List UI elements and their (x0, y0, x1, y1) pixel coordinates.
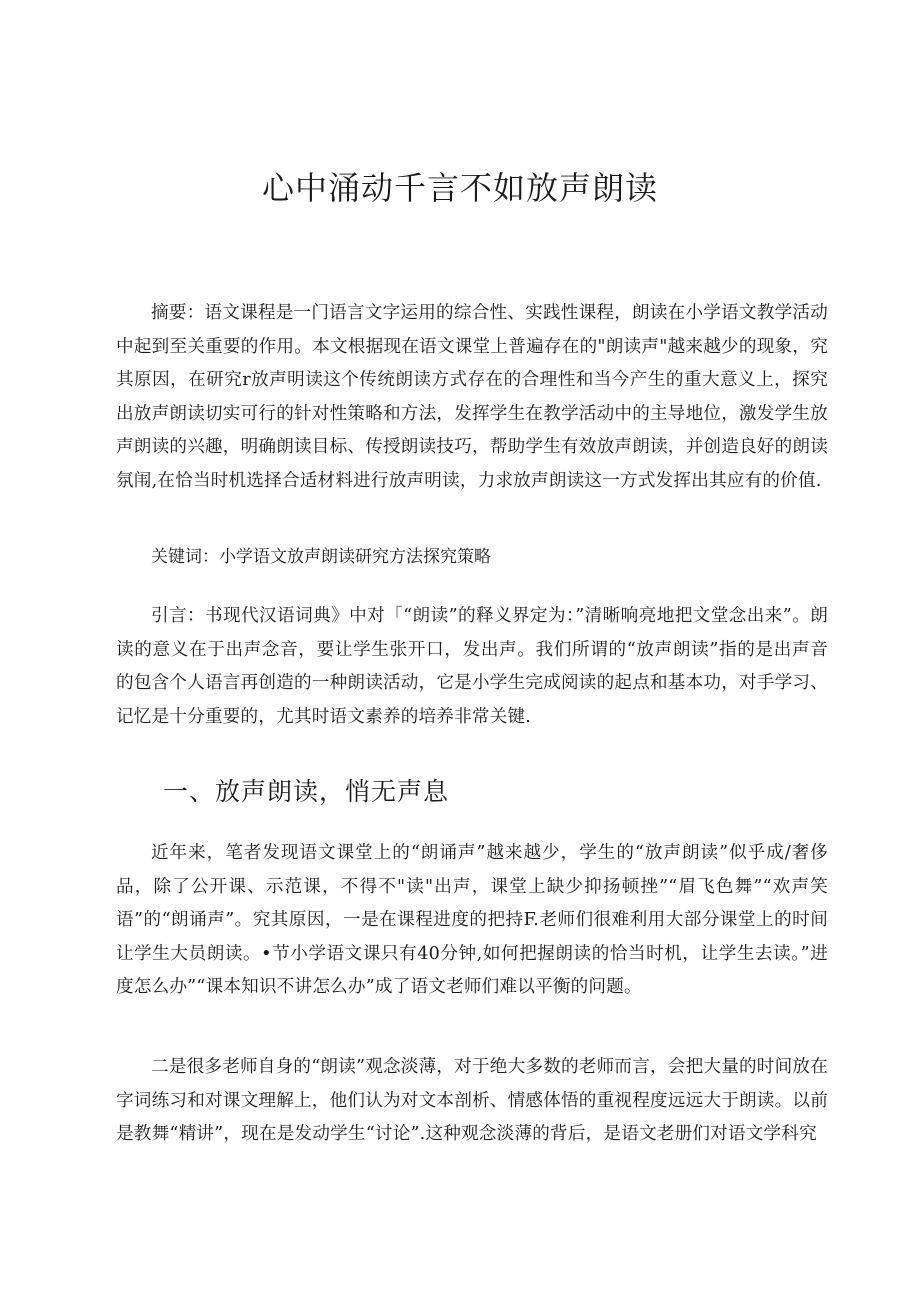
abstract-paragraph: 摘要：语文课程是一门语言文字运用的综合性、实践性课程，朗读在小学语文教学活动中起到至关重要的作用。本文根据现在语文课堂上普遍存在的"朗读声"越来越少的现象，究其原因，在研究r放声明读这个传统朗读方式存在的合理性和当今产生的重大意义上，探究出放声朗读切实可行的针对性策略和方法，发挥学生在教学活动中的主导地位，激发学生放声朗读的兴趣，明确朗读目标、传授朗读技巧，帮助学生有效放声朗读，并创造良好的朗读氛闱,在恰当时机选择合适材料进行放声明读，力求放声朗读这一方式发挥出其应有的价值. (116, 303, 828, 491)
section-heading: 一、放声朗读，悄无声息 (163, 777, 450, 806)
keywords-line: 关键词：小学语文放声朗读研究方法探究策略 (151, 547, 491, 567)
document-title: 心中涌动千言不如放声朗读 (261, 169, 658, 207)
body-paragraph-1: 近年来，笔者发现语文课堂上的“朗诵声”越来越少，学生的“放声朗读”似乎成/奢侈品，除了公开课、示范课，不得不"读"出声，课堂上缺少抑扬顿挫”“眉飞色舞”“欢声笑语”的“朗诵声”。究其原因，一是在课程进度的把持F.老师们很难利用大部分课堂上的时间让学生大员朗读。•节小学语文课只有40分钟,如何把握朗读的恰当时机，让学生去读。”进度怎么办”“课本知识不讲怎么办”成了语文老师们难以平衡的问题。 (116, 843, 828, 997)
intro-paragraph: 引言：书现代汉语词典》中对「“朗读”的释义界定为：”清晰响亮地把文堂念出来”。朗读的意义在于出声念音，要让学生张开口，发出声。我们所谓的“放声朗读”指的是出声音的包含个人语言再创造的一种朗读活动，它是小学生完成阅读的起点和基本功，对手学习、记忆是十分重要的，尤其时语文素养的培养非常关键. (116, 606, 828, 727)
body-paragraph-2: 二是很多老师自身的“朗读”观念淡薄，对于绝大多数的老师而言，会把大量的时间放在字词练习和对课文理解上，他们认为对文本剖析、情感体悟的重视程度远远大于朗读。以前是教舞“精讲”，现在是发动学生“讨论”.这种观念淡薄的背后，是语文老册们对语文学科究 (116, 1057, 828, 1144)
